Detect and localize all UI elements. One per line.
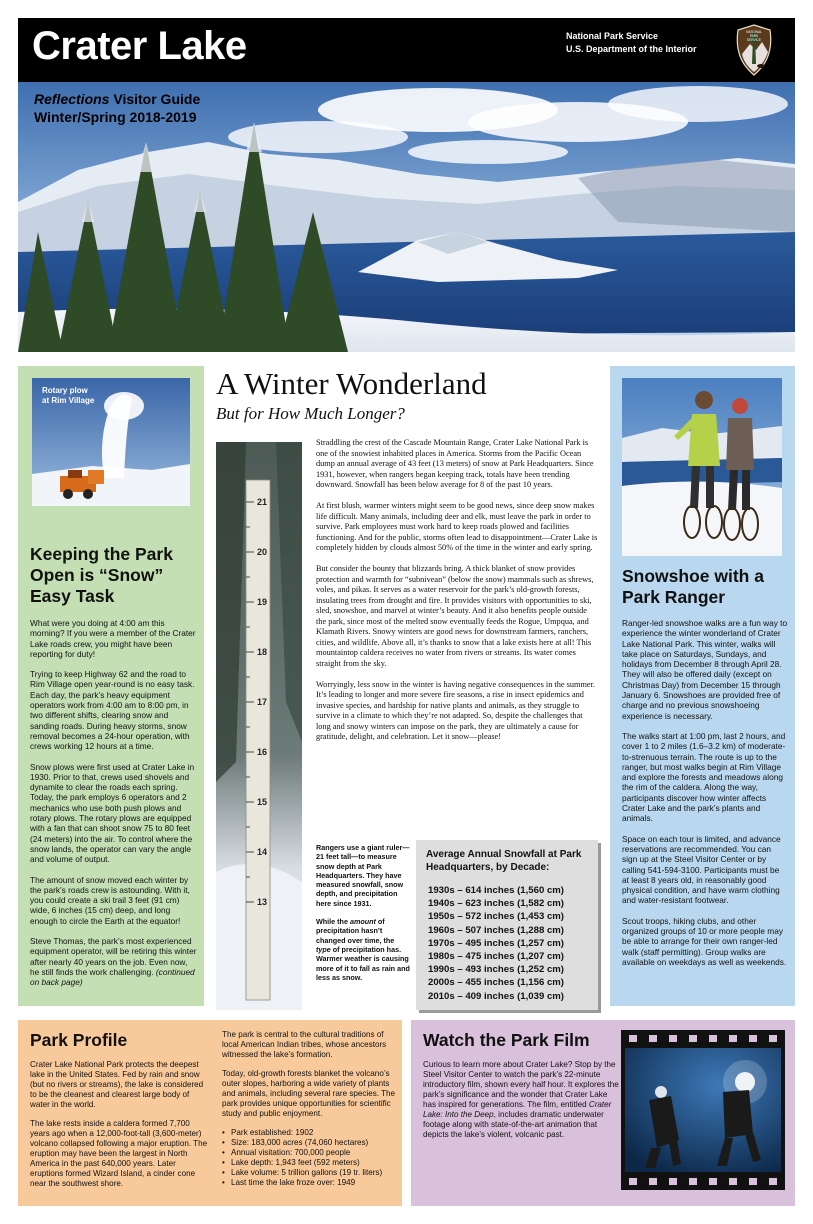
film-strip-photo [621, 1030, 785, 1190]
snowfall-row: 1930s – 614 inches (1,560 cm) [428, 885, 565, 896]
snowfall-row: 2010s – 409 inches (1,039 cm) [428, 990, 565, 1002]
park-fact: • Annual visitation: 700,000 people [222, 1148, 398, 1158]
ruler-caption [316, 843, 410, 991]
snowshoers-image [622, 378, 782, 556]
agency-line-1: National Park Service [566, 31, 659, 41]
film-text-a: Curious to learn more about Crater Lake? Stop by the Steel Visitor Center to watch the park’s 22-minute introductory film, shown every half hour. It explores the park’s significance and the wonder that Crater Lake has inspired for generations. The film, entitled [423, 1060, 619, 1109]
roads-crew-paragraph: Snow plows were first used at Crater Lake in 1930. Prior to that, crews used shovels and dynamite to clear the roads each spring. Today, the park employs 6 operators and 2 mechanics who use both push plows and rotary plows. The rotary plows are equipped with a fan that can shoot snow 75 to 80 feet (24 meters) into the air. To control where the snow lands, the operator can vary the angle and volume of output. [30, 761, 195, 865]
guide-name [34, 90, 200, 108]
ruler-mark: 13 [256, 897, 268, 907]
logo-text-1: NATIONAL [746, 30, 762, 34]
snowshoe-heading: Snowshoe with a Park Ranger [622, 566, 764, 607]
park-fact: • Lake volume: 5 trillion gallons (19 tr. liters) [222, 1168, 398, 1178]
profile-paragraph: The park is central to the cultural traditions of local American Indian tribes, whose ancestors witnessed the lake’s formation. [222, 1030, 387, 1059]
park-fact: • Lake depth: 1,943 feet (592 meters) [222, 1158, 398, 1168]
film-text-b: , includes dramatic underwater footage along with state-of-the-art animation that depicts the lake’s violent, volcanic past. [423, 1110, 604, 1139]
park-fact: • Last time the lake froze over: 1949 [222, 1178, 398, 1188]
feature-article [316, 438, 598, 753]
snowshoe-paragraph: Scout troops, hiking clubs, and other organized groups of 10 or more people may be able to arrange for their own ranger-led walk (staff permitting). Group walks are available on weekdays as well as weekends. [622, 915, 787, 967]
nps-arrowhead-logo [734, 24, 774, 76]
ruler-caption-paragraph: Rangers use a giant ruler—21 feet tall—to measure snow depth at Park Headquarters. They have measured snowfall, snow depth, and precipitation here since 1931. [316, 843, 410, 908]
park-profile-heading: Park Profile [30, 1030, 128, 1050]
park-film-box [411, 1020, 795, 1206]
ruler-mark: 18 [256, 647, 268, 657]
roads-crew-p5-text: Steve Thomas, the park’s most experienced equipment operator, will be retiring this winter after nearly 40 years on the job. Even now, he still finds the work challenging. [30, 936, 197, 977]
hero-photo-crater-lake [18, 82, 795, 352]
ruler-mark: 19 [256, 597, 268, 607]
ruler-caption-a: While the [316, 917, 350, 927]
feature-subtitle: But for How Much Longer? [216, 404, 405, 423]
ruler-mark: 16 [256, 747, 268, 757]
logo-text-3: SERVICE [747, 38, 761, 42]
snowfall-row: 1990s – 493 inches (1,252 cm) [428, 964, 565, 976]
park-profile-right-text [222, 1030, 398, 1188]
ruler-mark: 17 [256, 697, 268, 707]
logo-text-2: PARK [749, 34, 759, 38]
snowfall-row: 1970s – 495 inches (1,257 cm) [428, 937, 565, 949]
ruler-caption-b: amount [349, 917, 376, 927]
park-profile-box [18, 1020, 402, 1206]
park-fact: • Park established: 1902 [222, 1128, 398, 1138]
publication-title: Crater Lake [32, 24, 247, 68]
snowfall-row: 1940s – 623 inches (1,582 cm) [428, 898, 565, 910]
feature-paragraph: Worryingly, less snow in the winter is having negative consequences in the summer. It’s leading to longer and more severe fire seasons, a rise in insect epidemics and invasive species, and hardship for native plants and animals, as they struggle to survive in a climate to which they’re not adapted. So, despite the challenges that long and snowy winters can impose on the park, they are ultimately a cause for gratitude, delight, and celebration. Let it snow—please! [316, 679, 595, 741]
feature-title: A Winter Wonderland [216, 366, 487, 401]
feature-paragraph: But consider the bounty that blizzards bring. A thick blanket of snow provides protection and warmth for “subnivean” (below the snow) mammals such as shrews, voles, and pikas. It serves as a water reservoir for the park’s old-growth forests, insulating trees from drought and fire. It provides visitors with opportunities to ski, sled, snowshoe, and marvel at winter’s beauty. And it also benefits people outside the park, since most of the melted snow eventually feeds the Rogue, Umpqua, and Klamath Rivers. Snowy winters are good news for downstream farmers, ranchers, cities, and wildlife. Above all, it’s thanks to snow that a lake exists here at all! This mountaintop caldera receives no water from rivers or streams. Its water comes straight from the sky. [316, 564, 594, 668]
film-title: Crater Lake: Into the Deep [423, 1100, 612, 1119]
ruler-mark: 15 [256, 797, 268, 807]
ruler-caption-e: of precipitation has. Warmer weather is causing more of it to fall as rain and less as snow. [316, 944, 410, 982]
snowshoe-photo [622, 378, 782, 556]
snowshoe-paragraph: The walks start at 1:00 pm, last 2 hours, and cover 1 to 2 miles (1.6–3.2 km) of moderate-to-strenuous terrain. The route is up to the ranger, but most walks begin at Rim Village and explore the forests and meadows along the rim of the caldera. Along the way, participants discover how winter affects Crater Lake and the park’s plants and animals. [622, 730, 786, 824]
park-fact: • Size: 183,000 acres (74,060 hectares) [222, 1138, 398, 1148]
guide-name-italic: Reflections [34, 91, 110, 107]
snowfall-table [416, 840, 598, 1010]
guide-name-rest: Visitor Guide [109, 91, 201, 107]
plow-caption-line-1: Rotary plow [42, 386, 88, 395]
roads-crew-paragraph [30, 936, 198, 987]
roads-crew-heading: Keeping the Park Open is “Snow” Easy Task [30, 544, 173, 606]
roads-crew-article [30, 618, 198, 998]
ruler-mark: 14 [256, 847, 268, 857]
profile-paragraph: Today, old-growth forests blanket the volcano’s outer slopes, harboring a wide variety of plants and animals, including several rare species. The park provides unique opportunities for scientific study and public enjoyment. [222, 1069, 396, 1118]
masthead [18, 18, 795, 82]
snowshoe-paragraph: Ranger-led snowshoe walks are a fun way to experience the winter wonderland of Crater Lake National Park. This winter, walks will take place on Saturdays, Sundays, and holidays from December 8 through April 28. They will also be offered daily (except on Christmas Day) from December 15 through January 6. Snowshoes are provided free of charge and no previous snowshoeing experience is necessary. [622, 618, 788, 721]
feature-paragraph: Straddling the crest of the Cascade Mountain Range, Crater Lake National Park is one of the snowiest inhabited places in America. Storms from the Pacific Ocean dump an annual average of 43 feet (13 meters) of snow at Park Headquarters. Since 1931, however, when rangers began keeping track, totals have been trending downward. Snowfall has been below average for 8 of the past 10 years. [316, 438, 594, 489]
plow-photo-caption [42, 386, 94, 406]
ruler-mark: 20 [256, 547, 268, 557]
profile-paragraph: Crater Lake National Park protects the deepest lake in the United States. Fed by rain and snow (but no rivers or streams), the lake is considered to be the cleanest and clearest large body of water in the world. [30, 1060, 204, 1109]
ruler-caption-c: of precipitation hasn’t changed over time, the [316, 917, 395, 945]
park-facts-list [222, 1128, 398, 1188]
profile-paragraph: The lake rests inside a caldera formed 7,700 years ago when a 12,000-foot-tall (3,600-meter) volcano collapsed following a major eruption. The eruption may have been the largest in North America in the past 640,000 years. Later eruptions formed Wizard Island, a cinder cone near the southwest shore. [30, 1119, 208, 1188]
snowshoe-sidebar [610, 366, 795, 1006]
agency-block [566, 30, 697, 56]
roads-crew-paragraph: What were you doing at 4:00 am this morning? If you were a member of the Crater Lake roads crew, you might have been reporting for duty! [30, 618, 196, 659]
roads-crew-paragraph: Trying to keep Highway 62 and the road to Rim Village open year-round is no easy task. Each day, the park’s heavy equipment operators work from 4:00 am to 8:00 pm, in two different shifts, clearing snow and sanding roads. During heavy storms, snow removal becomes a 24-hour operation, with crews working 12 hours at a time. [30, 669, 195, 752]
snowshoe-paragraph: Space on each tour is limited, and advance reservations are recommended. You can sign up at the Steel Visitor Center or by calling 541-594-3100. Participants must be at least 8 years old, in reasonably good physical condition, and have warm clothing and water-resistant footwear. [622, 833, 781, 906]
snow-ruler-image [216, 442, 302, 1010]
roads-crew-paragraph: The amount of snow moved each winter by the park’s roads crew is astounding. With it, you could create a ski trail 3 feet (91 cm) wide, 6 inches (15 cm) deep, and long enough to circle the Earth at the equator! [30, 874, 190, 926]
visitor-guide-label [34, 90, 200, 126]
snowshoe-article [622, 618, 788, 977]
ruler-mark: 21 [256, 497, 268, 507]
roads-crew-sidebar [18, 366, 204, 1006]
feature-paragraph: At first blush, warmer winters might seem to be good news, since deep snow makes life difficult. Many animals, including deer and elk, must leave the park in order to survive. Park employees must work hard to keep roads plowed and facilities functioning. And for the public, storms often lead to disappointment—Crater Lake is completely hidden by clouds almost 50% of the time in the winter and early spring. [316, 501, 598, 552]
continued-note: (continued on back page) [30, 966, 195, 988]
snowfall-row: 1980s – 475 inches (1,207 cm) [428, 951, 565, 963]
park-film-text [423, 1060, 619, 1140]
park-profile-left-text [30, 1060, 210, 1198]
rotary-plow-photo [32, 378, 190, 506]
park-film-heading: Watch the Park Film [423, 1030, 590, 1050]
guide-season: Winter/Spring 2018-2019 [34, 109, 197, 125]
snowfall-row: 2000s – 455 inches (1,156 cm) [428, 977, 565, 989]
snowfall-row: 1960s – 507 inches (1,288 cm) [428, 924, 565, 936]
agency-line-2: U.S. Department of the Interior [566, 44, 697, 54]
plow-caption-line-2: at Rim Village [42, 396, 95, 405]
snowfall-table-title: Average Annual Snowfall at Park Headquarters, by Decade: [426, 849, 582, 873]
snow-ruler-photo [216, 442, 302, 1010]
ruler-caption-d: type [316, 944, 331, 954]
snowfall-row: 1950s – 572 inches (1,453 cm) [428, 911, 565, 923]
ruler-caption-paragraph [316, 917, 410, 982]
